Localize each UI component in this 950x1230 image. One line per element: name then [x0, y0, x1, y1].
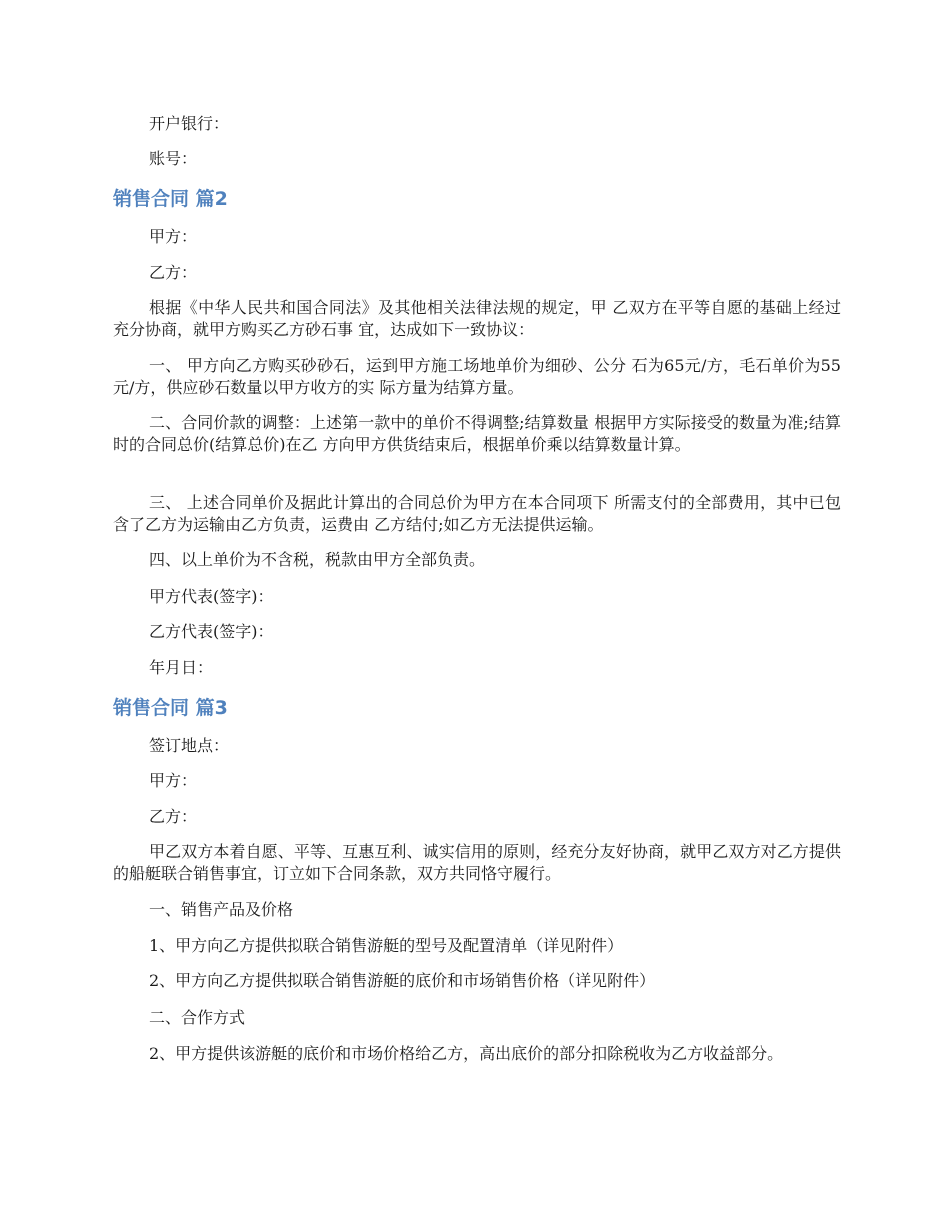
item-1-title: 一、销售产品及价格 [149, 900, 294, 919]
party-a-label: 甲方： [149, 227, 198, 246]
bank-label: 开户银行： [149, 114, 230, 133]
item-2-2: 2、甲方提供该游艇的底价和市场价格给乙方，高出底价的部分扣除税收为乙方收益部分。 [149, 1044, 784, 1063]
party-b-label-3: 乙方： [149, 807, 198, 826]
party-a-label-3: 甲方： [149, 771, 198, 790]
date-label: 年月日： [149, 658, 214, 677]
clause-4: 四、以上单价为不含税，税款由甲方全部负责。 [149, 550, 486, 569]
clause-3: 三、 上述合同单价及据此计算出的合同总价为甲方在本合同项下 所需支付的全部费用，其中已包含了乙方为运输由乙方负责，运费由 乙方结付;如乙方无法提供运输。 [113, 493, 841, 534]
item-1-2: 2、甲方向乙方提供拟联合销售游艇的底价和市场销售价格（详见附件） [149, 971, 656, 990]
clause-1: 一、 甲方向乙方购买砂砂石，运到甲方施工场地单价为细砂、公分 石为65元/方，毛石单价为55元/方，供应砂石数量以甲方收方的实 际方量为结算方量。 [113, 356, 841, 397]
intro-paragraph-3: 甲乙双方本着自愿、平等、互惠互利、诚实信用的原则，经充分友好协商，就甲乙双方对乙方提供的船艇联合销售事宜，订立如下合同条款，双方共同恪守履行。 [113, 842, 841, 883]
section-3-heading: 销售合同 篇3 [113, 697, 228, 719]
party-b-label: 乙方： [149, 263, 198, 282]
signing-place-label: 签订地点： [149, 736, 230, 755]
item-2-title: 二、合作方式 [149, 1008, 246, 1027]
account-label: 账号： [149, 149, 198, 168]
party-a-signature: 甲方代表(签字)： [149, 587, 274, 606]
clause-2: 二、合同价款的调整：上述第一款中的单价不得调整;结算数量 根据甲方实际接受的数量为准;结算时的合同总价(结算总价)在乙 方向甲方供货结束后，根据单价乘以结算数量计算。 [113, 413, 841, 454]
party-b-signature: 乙方代表(签字)： [149, 622, 274, 641]
intro-paragraph: 根据《中华人民共和国合同法》及其他相关法律法规的规定，甲 乙双方在平等自愿的基础上经过充分协商，就甲方购买乙方砂石事 宜，达成如下一致协议： [113, 298, 841, 339]
item-1-1: 1、甲方向乙方提供拟联合销售游艇的型号及配置清单（详见附件） [149, 936, 624, 955]
section-2-heading: 销售合同 篇2 [113, 188, 228, 210]
